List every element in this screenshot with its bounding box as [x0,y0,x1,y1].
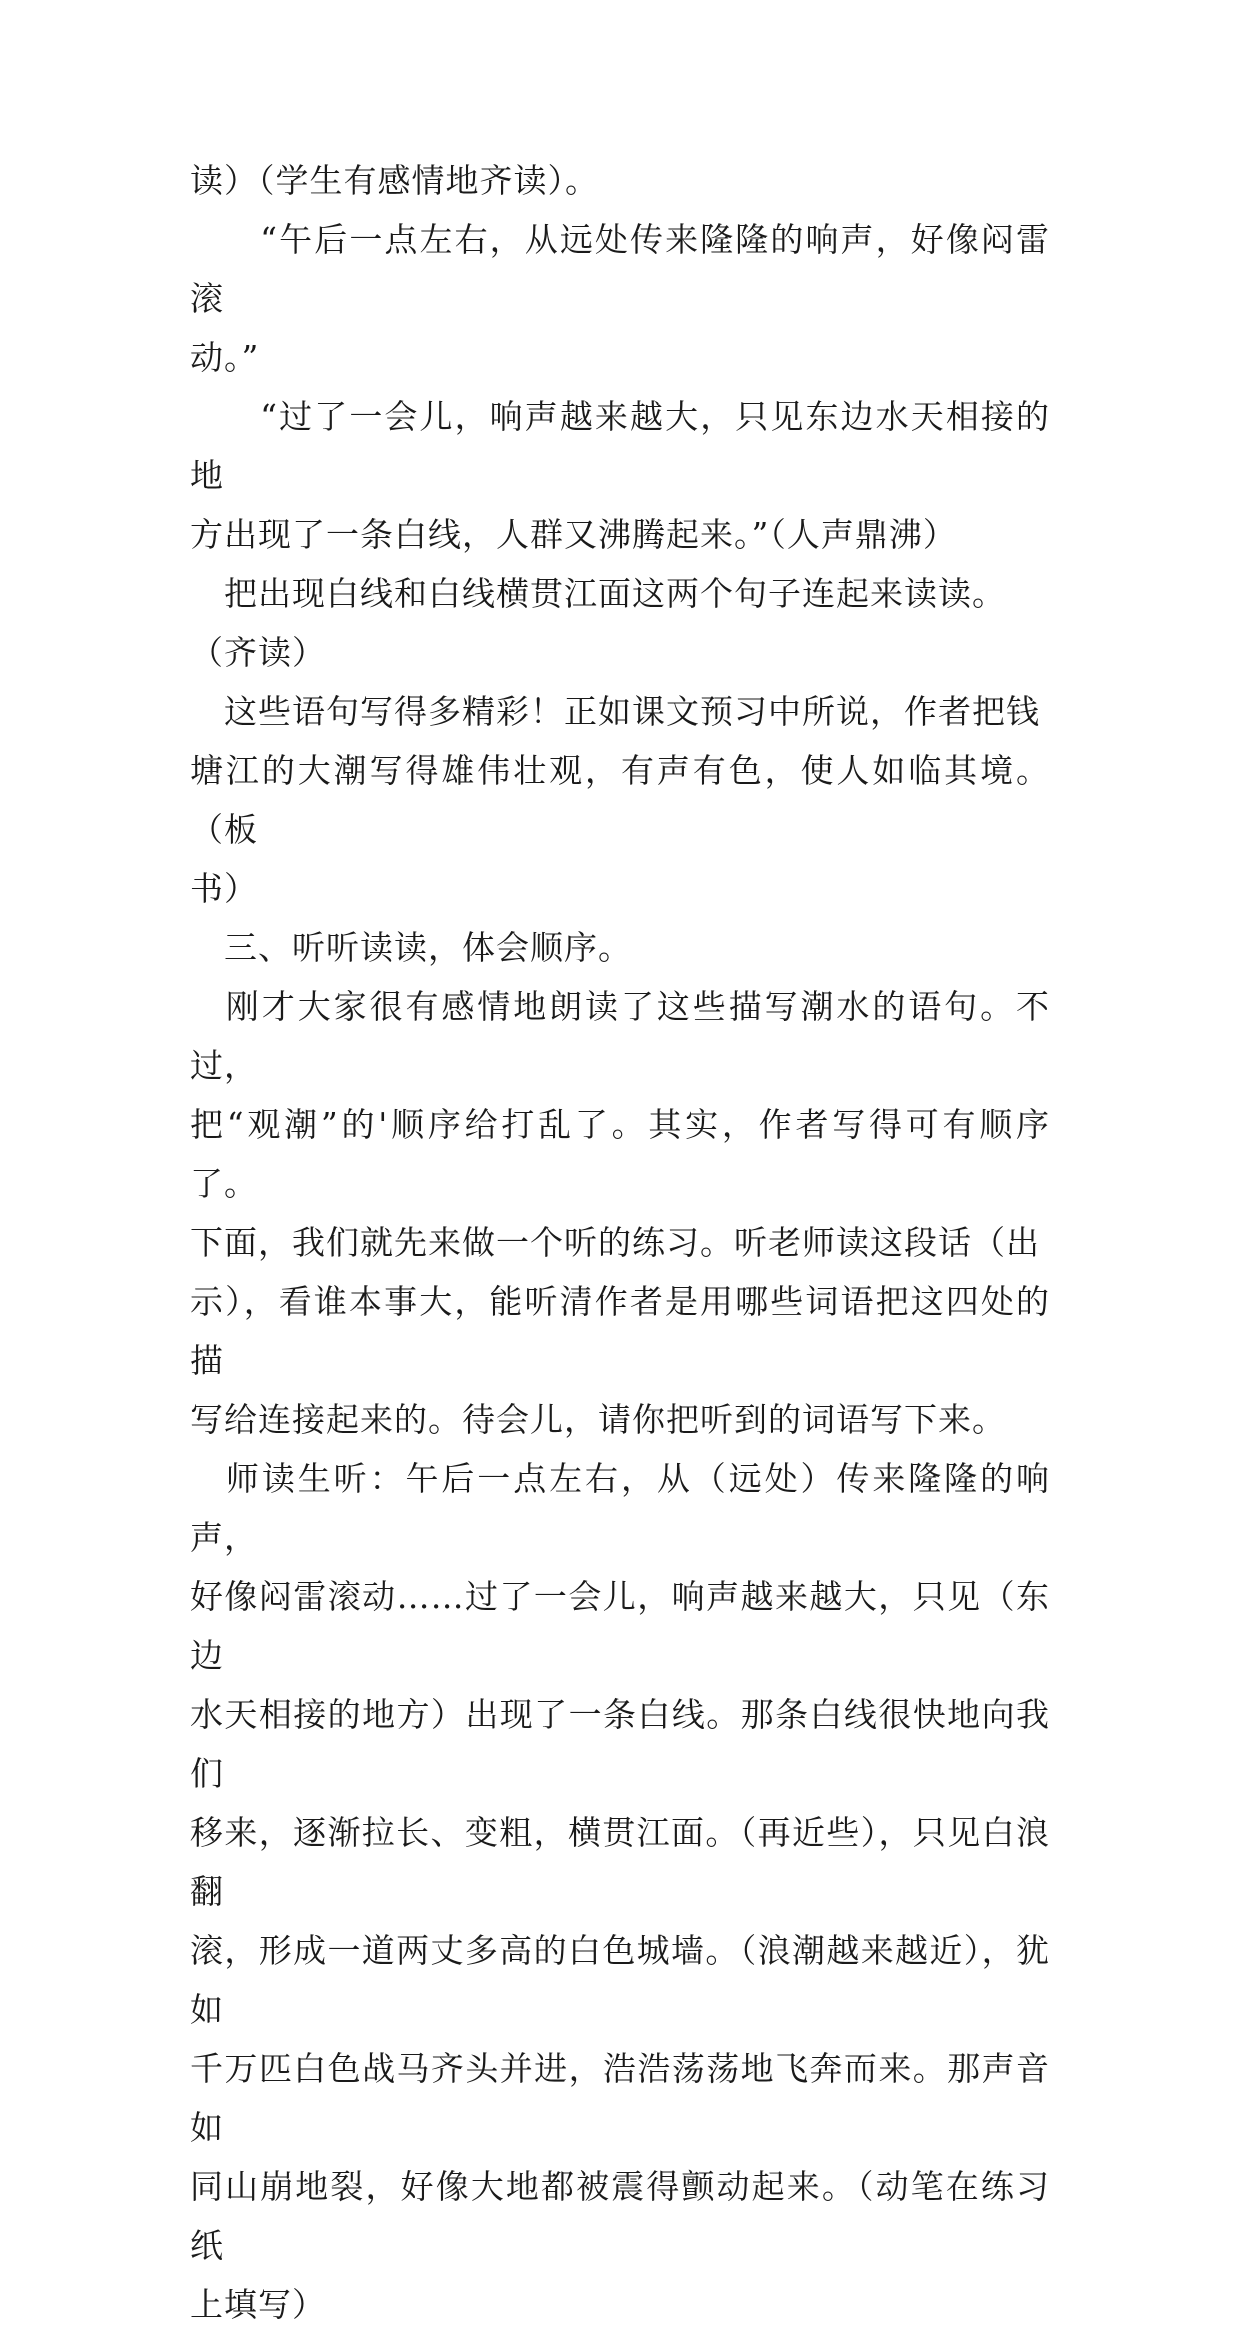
paragraph: “过了一会儿，响声越来越大，只见东边水天相接的地 方出现了一条白线，人群又沸腾起来。”（人声鼎沸） [190,397,1050,554]
paragraph: 读）（学生有感情地齐读）。 [190,161,599,200]
paragraph: 这些语句写得多精彩！正如课文预习中所说，作者把钱 塘江的大潮写得雄伟壮观，有声有色，使人如临其境。（板 书） [190,692,1050,908]
section-heading: 三、听听读读，体会顺序。 [190,928,632,967]
paragraph: “午后一点左右，从远处传来隆隆的响声，好像闷雷滚 动。” [190,220,1050,377]
document-body [190,151,1050,2334]
paragraph: 把出现白线和白线横贯江面这两个句子连起来读读。 （齐读） [190,574,1006,672]
paragraph: 师读生听：午后一点左右，从（远处）传来隆隆的响声， 好像闷雷滚动……过了一会儿，响声越来越大，只见（东边 水天相接的地方）出现了一条白线。那条白线很快地向我们 移来，逐渐拉长、变粗，横贯江面。（再近些），只见白浪翻 滚，形成一道两丈多高的白色城墙。（浪潮越来越近），犹如 千万匹白色战马齐头并进，浩浩荡荡地飞奔而来。那声音如 同山崩地裂，好像大地都被震得颤动起来。（动笔在练习纸 上填写） [190,1459,1050,2324]
paragraph: 刚才大家很有感情地朗读了这些描写潮水的语句。不过， 把“观潮”的'顺序给打乱了。其实，作者写得可有顺序了。 下面，我们就先来做一个听的练习。听老师读这段话（出 示），看谁本事大，能听清作者是用哪些词语把这四处的描 写给连接起来的。待会儿，请你把听到的词语写下来。 [190,987,1050,1439]
